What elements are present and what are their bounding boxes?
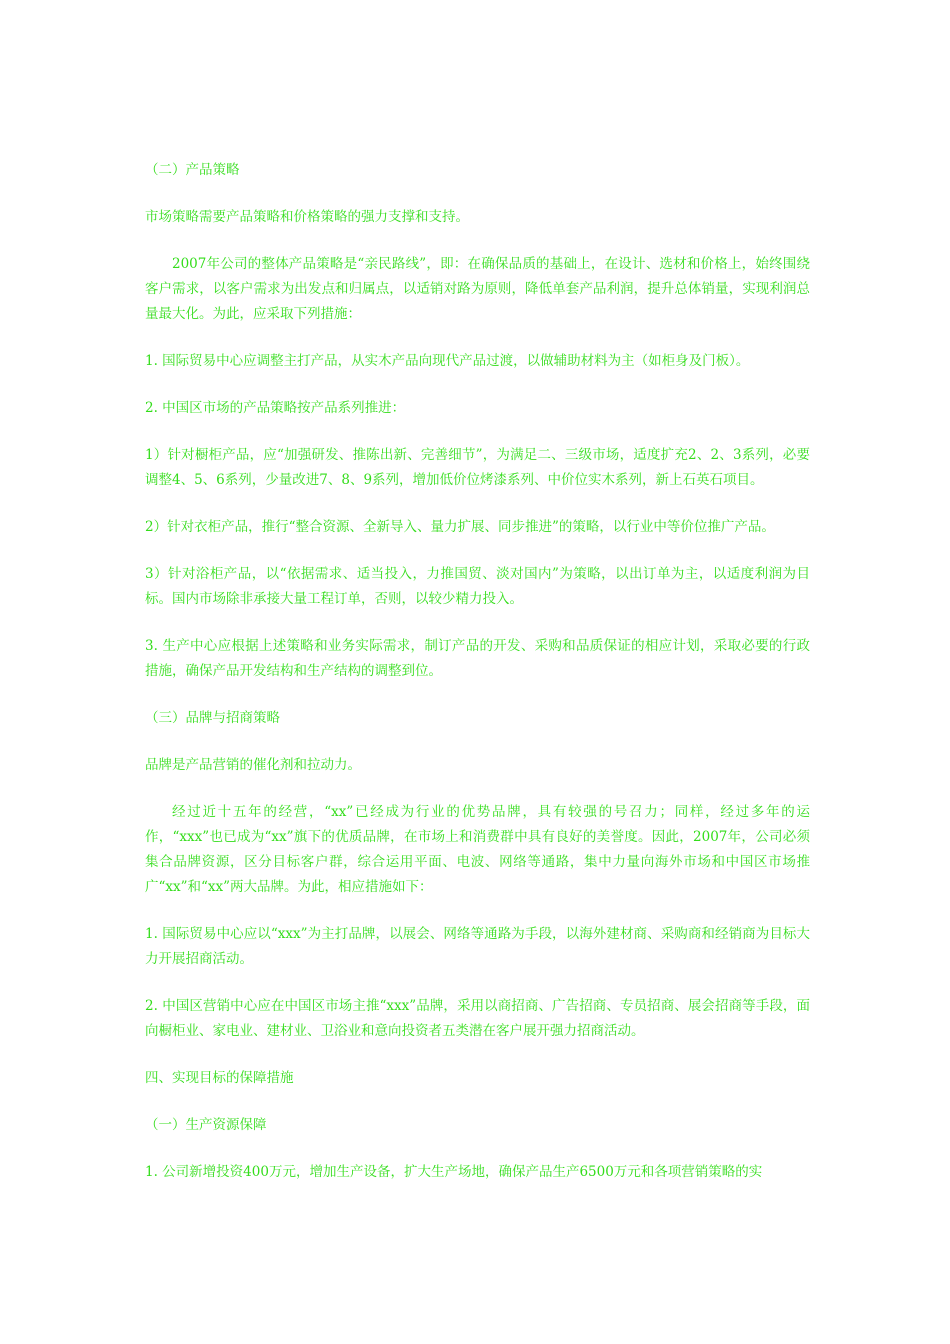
section-heading-guarantee: 四、实现目标的保障措施 [145,1070,294,1086]
list-item-brand-international: 1. 国际贸易中心应以“xxx”为主打品牌，以展会、网络等通路为手段，以海外建材商、采购商和经销商为目标大力开展招商活动。 [145,926,810,967]
list-item-china-market: 2. 中国区市场的产品策略按产品系列推进： [145,400,406,416]
list-item-international-trade: 1. 国际贸易中心应调整主打产品，从实木产品向现代产品过渡，以做辅助材料为主（如柜身及门板）。 [145,353,750,369]
list-item-brand-china: 2. 中国区营销中心应在中国区市场主推“xxx”品牌，采用以商招商、广告招商、专员招商、展会招商等手段，面向橱柜业、家电业、建材业、卫浴业和意向投资者五类潜在客户展开强力招商活动。 [145,998,810,1039]
section-heading-brand-strategy: （三）品牌与招商策略 [145,710,280,726]
list-item-investment: 1. 公司新增投资400万元，增加生产设备，扩大生产场地，确保产品生产6500万元和各项营销策略的实 [145,1164,763,1180]
paragraph-intro-product: 市场策略需要产品策略和价格策略的强力支撑和支持。 [145,209,469,225]
sub-item-bath-cabinet: 3）针对浴柜产品，以“依据需求、适当投入，力推国贸、淡对国内”为策略，以出订单为主，以适度利润为目标。国内市场除非承接大量工程订单，否则，以较少精力投入。 [145,566,810,607]
section-heading-product-strategy: （二）产品策略 [145,162,240,178]
paragraph-overall-strategy: 2007年公司的整体产品策略是“亲民路线”，即：在确保品质的基础上，在设计、选材和价格上，始终围绕客户需求，以客户需求为出发点和归属点，以适销对路为原则，降低单套产品利润，提升总体销量，实现利润总量最大化。为此，应采取下列措施： [145,256,810,322]
sub-item-cabinet: 1）针对橱柜产品，应“加强研发、推陈出新、完善细节”，为满足二、三级市场，适度扩充2、2、3系列，必要调整4、5、6系列，少量改进7、8、9系列，增加低价位烤漆系列、中价位实木系列，新上石英石项目。 [145,447,810,488]
paragraph-intro-brand: 品牌是产品营销的催化剂和拉动力。 [145,757,361,773]
sub-item-wardrobe: 2）针对衣柜产品，推行“整合资源、全新导入、量力扩展、同步推进”的策略，以行业中等价位推广产品。 [145,519,775,535]
subsection-heading-production-resources: （一）生产资源保障 [145,1117,267,1133]
paragraph-brand-history: 经过近十五年的经营，“xx”已经成为行业的优势品牌，具有较强的号召力；同样，经过多年的运作，“xxx”也已成为“xx”旗下的优质品牌，在市场上和消费群中具有良好的美誉度。因此，2007年，公司必须集合品牌资源，区分目标客户群，综合运用平面、电波、网络等通路，集中力量向海外市场和中国区市场推广“xx”和“xx”两大品牌。为此，相应措施如下： [145,804,810,895]
document-page [145,158,810,1207]
list-item-production-center: 3. 生产中心应根据上述策略和业务实际需求，制订产品的开发、采购和品质保证的相应计划，采取必要的行政措施，确保产品开发结构和生产结构的调整到位。 [145,638,810,679]
